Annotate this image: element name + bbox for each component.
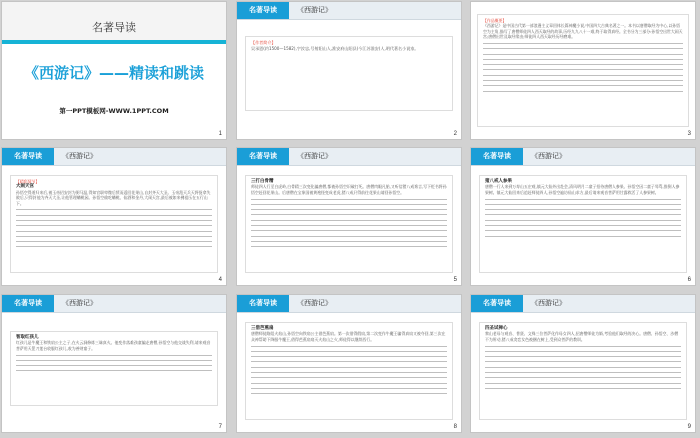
text-lines — [485, 343, 681, 391]
accent-bar — [2, 40, 226, 44]
content-subheading: 大闹天宫 — [16, 184, 34, 190]
section-tag: 名著导读 — [237, 295, 289, 312]
content-box — [245, 322, 453, 420]
content-box — [477, 14, 689, 127]
content-heading: 猪八戒人参果 — [485, 179, 512, 184]
content-heading: 【作者简介】 — [251, 40, 276, 45]
slide-9[interactable] — [471, 295, 695, 432]
main-title: 《西游记》——精读和跳读 — [23, 64, 204, 82]
slide-number: 4 — [218, 277, 222, 283]
slide-title: 名著导读 — [92, 21, 136, 34]
slide-header — [2, 295, 226, 313]
content-box — [245, 36, 453, 111]
content-box — [245, 175, 453, 273]
section-tag: 名著导读 — [471, 148, 523, 165]
slide-4[interactable] — [2, 148, 226, 285]
content-box — [10, 175, 218, 273]
content-heading: 【精彩情节】 — [16, 179, 40, 184]
slide-3[interactable] — [471, 2, 695, 139]
section-tag: 名著导读 — [2, 295, 54, 312]
slide-number: 1 — [218, 131, 222, 137]
text-lines — [485, 196, 681, 238]
text-lines — [16, 352, 212, 373]
slide-number: 2 — [453, 131, 457, 137]
book-title: 《西游记》 — [62, 299, 97, 307]
content-body: 红孩儿是牛魔王和铁扇公主之子,在火云洞修炼三昧真火。他变作落难孩童骗走唐僧,孙悟空与他交战失利,请来观音菩萨用天罡刀莲台收服红孩儿,收为善财童子。 — [16, 340, 211, 351]
content-heading: 三打白骨精 — [251, 179, 274, 184]
book-title: 《西游记》 — [297, 6, 332, 14]
section-tag: 名著导读 — [237, 148, 289, 165]
slide-2[interactable] — [237, 2, 461, 139]
slide-7[interactable] — [2, 295, 226, 432]
content-heading: 四圣试禅心 — [485, 326, 508, 331]
slide-header — [471, 148, 695, 166]
content-box — [479, 175, 687, 273]
text-lines — [251, 343, 447, 396]
slide-number: 9 — [687, 424, 691, 430]
content-heading: 三借芭蕉扇 — [251, 326, 274, 331]
content-body: 吴承恩(约1500—1582),字汝忠,号射阳山人,淮安府山阳县(今江苏淮安)人,明代著名小说家。 — [251, 46, 419, 51]
slide-6[interactable] — [471, 148, 695, 285]
content-body: 唐僧师徒路阻火焰山,孙悟空向铁扇公主借芭蕉扇。第一次借得假扇,第二次变作牛魔王骗得真扇又被夺回,第三次在众神帮助下降服牛魔王,借得芭蕉扇扇灭火焰山之火,师徒得以继续西行。 — [251, 331, 446, 342]
section-tag: 名著导读 — [471, 295, 523, 312]
content-heading: 【作品概要】 — [483, 18, 507, 23]
content-body: 黎山老母与观音、普贤、文殊三位菩萨化作母女四人,招唐僧师徒为婿,考验他们取经的决心。唐僧、孙悟空、沙僧不为所动,猪八戒贪恋女色被捆在树上,受到众菩萨的教训。 — [485, 331, 679, 342]
slide-number: 8 — [453, 424, 457, 430]
slide-number: 6 — [687, 277, 691, 283]
slide-5[interactable] — [237, 148, 461, 285]
content-heading: 智取红孩儿 — [16, 335, 39, 340]
footer-text: 第一PPT模板网-WWW.1PPT.COM — [59, 107, 169, 115]
slide-header — [237, 148, 461, 166]
content-box — [10, 331, 218, 406]
section-tag: 名著导读 — [2, 148, 54, 165]
content-body: 唐僧一行人来到万寿山五庄观,镇元大仙外出赴会,清风明月二童子招待唐僧人参果。孙悟空因二童子辱骂,推倒人参果树。镇元大仙回来后追赶师徒四人,孙悟空遍访仙山求方,最后请来观音菩萨用甘露救活了人参果树。 — [485, 184, 680, 195]
slide-8[interactable] — [237, 295, 461, 432]
text-lines — [483, 41, 683, 94]
book-title: 《西游记》 — [297, 299, 332, 307]
content-body: 孙悟空得道归来后,被玉帝招安封为弼马温,得知官职卑微后愤而返回花果山,自封齐天大圣。玉帝派天兵天将捉拿失败后,只得封他为齐天大圣,让他管理蟠桃园。孙悟空偷吃蟠桃、仙酒和金丹,大闹天宫,最后被如来佛祖压在五行山下。 — [16, 189, 211, 206]
book-title: 《西游记》 — [62, 152, 97, 160]
slide-1[interactable] — [2, 2, 226, 139]
slide-header — [2, 148, 226, 166]
book-title: 《西游记》 — [531, 152, 566, 160]
slide-number: 7 — [218, 424, 222, 430]
slide-number: 5 — [453, 277, 457, 283]
book-title: 《西游记》 — [531, 299, 566, 307]
slide-header — [237, 2, 461, 20]
slide-header — [237, 295, 461, 313]
content-body: 《西游记》是中国古代第一部浪漫主义章回体长篇神魔小说,中国四大古典名著之一。本书以唐僧取经为中心,以孙悟空为主角,描写了唐僧师徒四人西天取经的故事,历经九九八十一难,终于取得真经。全书分为三部分:孙悟空出世大闹天宫;唐僧出世及取经缘由;师徒四人西天取经历经磨难。 — [483, 23, 683, 40]
text-lines — [16, 207, 212, 249]
book-title: 《西游记》 — [297, 152, 332, 160]
section-tag: 名著导读 — [237, 2, 289, 19]
content-body: 师徒四人行至白虎岭,白骨精三次变化骗唐僧,都被孙悟空识破打死。唐僧肉眼凡胎,又听信猪八戒谗言,写下贬书将孙悟空赶回花果山。后唐僧在宝象国被黄袍怪变成老虎,猪八戒只得前往花果山请回孙悟空。 — [251, 184, 447, 195]
text-lines — [251, 196, 447, 249]
content-box — [479, 322, 687, 420]
slide-header — [471, 295, 695, 313]
slide-number: 3 — [687, 131, 691, 137]
